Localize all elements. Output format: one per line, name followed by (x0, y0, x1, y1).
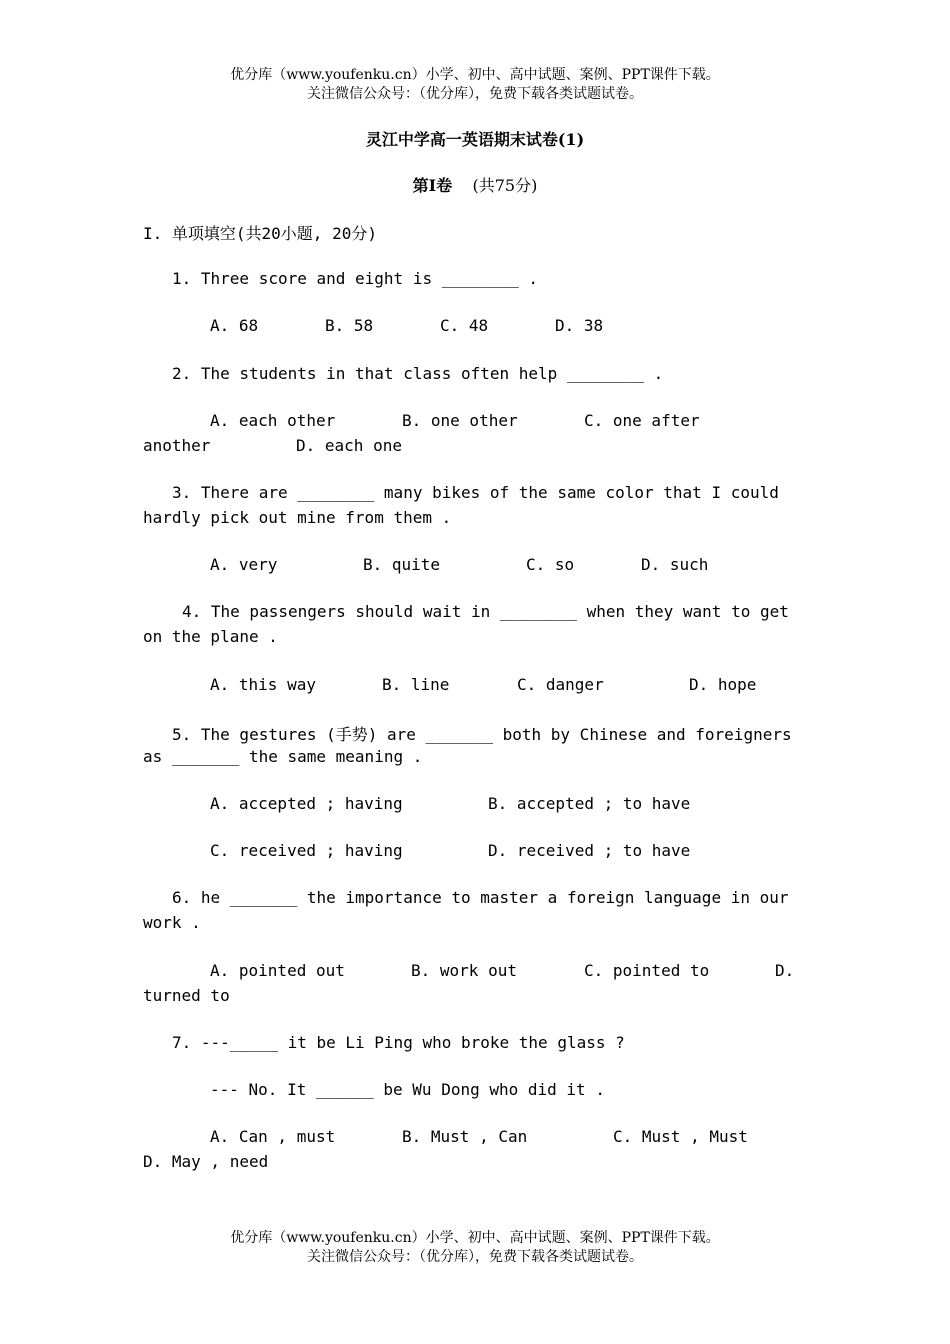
q4-option-d: D. hope (689, 675, 757, 694)
q5-option-b: B. accepted ; to have (488, 794, 691, 813)
header-line-2: 关注微信公众号：（优分库），免费下载各类试题试卷。 (307, 86, 643, 102)
q6-option-c: C. pointed to (584, 961, 710, 980)
q2-option-a: A. each other (210, 411, 336, 430)
question-3-stem: 3. There are ________ many bikes of the same color that I could (172, 483, 779, 502)
q5-option-c: C. received ; having (210, 841, 403, 860)
question-7-stem: 7. ---_____ it be Li Ping who broke the glass ? (172, 1033, 625, 1052)
header-line-1: 优分库（www.youfenku.cn）小学、初中、高中试题、案例、PPT课件下载。 (230, 67, 720, 83)
q3-option-b: B. quite (363, 555, 441, 574)
q7-option-c: C. Must , Must (613, 1127, 748, 1146)
q1-option-c: C. 48 (440, 316, 489, 335)
question-4-stem: 4. The passengers should wait in ________ when they want to get (182, 602, 789, 621)
q1-option-b: B. 58 (325, 316, 374, 335)
footer-line-1: 优分库（www.youfenku.cn）小学、初中、高中试题、案例、PPT课件下载。 (230, 1230, 720, 1246)
q1-option-a: A. 68 (210, 316, 259, 335)
q5-option-a: A. accepted ; having (210, 794, 403, 813)
question-2-stem: 2. The students in that class often help ________ . (172, 364, 664, 383)
question-5-stem: 5. The gestures (手势) are _______ both by Chinese and foreigners (172, 725, 792, 744)
q3-option-c: C. so (526, 555, 575, 574)
q7-option-b: B. Must , Can (402, 1127, 528, 1146)
question-3-stem-cont: hardly pick out mine from them . (143, 508, 452, 527)
q4-option-a: A. this way (210, 675, 316, 694)
q3-option-a: A. very (210, 555, 278, 574)
question-6-stem: 6. he _______ the importance to master a foreign language in our (172, 888, 789, 907)
exam-title: 灵江中学高一英语期末试卷(1) (365, 130, 585, 149)
volume-heading (0, 173, 950, 196)
section-heading: I. 单项填空(共20小题, 20分) (143, 224, 377, 243)
q6-option-b: B. work out (411, 961, 517, 980)
q2-option-c-cont: another (143, 436, 211, 455)
q5-option-d: D. received ; to have (488, 841, 691, 860)
question-7-stem-cont: --- No. It ______ be Wu Dong who did it . (210, 1080, 605, 1099)
q2-option-d: D. each one (296, 436, 402, 455)
question-5-stem-cont: as _______ the same meaning . (143, 747, 423, 766)
question-6-stem-cont: work . (143, 913, 201, 932)
q4-option-b: B. line (382, 675, 450, 694)
q7-option-a: A. Can , must (210, 1127, 336, 1146)
volume-label: 第Ⅰ卷 (412, 176, 453, 195)
q1-option-d: D. 38 (555, 316, 604, 335)
question-4-stem-cont: on the plane . (143, 627, 278, 646)
q6-option-d-cont: turned to (143, 986, 230, 1005)
q3-option-d: D. such (641, 555, 709, 574)
q2-option-c: C. one after (584, 411, 700, 430)
q6-option-d: D. (775, 961, 795, 980)
volume-points: (共75分) (472, 176, 538, 195)
q6-option-a: A. pointed out (210, 961, 345, 980)
q4-option-c: C. danger (517, 675, 604, 694)
footer-line-2: 关注微信公众号：（优分库），免费下载各类试题试卷。 (307, 1249, 643, 1265)
q2-option-b: B. one other (402, 411, 518, 430)
question-1-stem: 1. Three score and eight is ________ . (172, 269, 539, 288)
q7-option-d: D. May , need (143, 1152, 269, 1171)
